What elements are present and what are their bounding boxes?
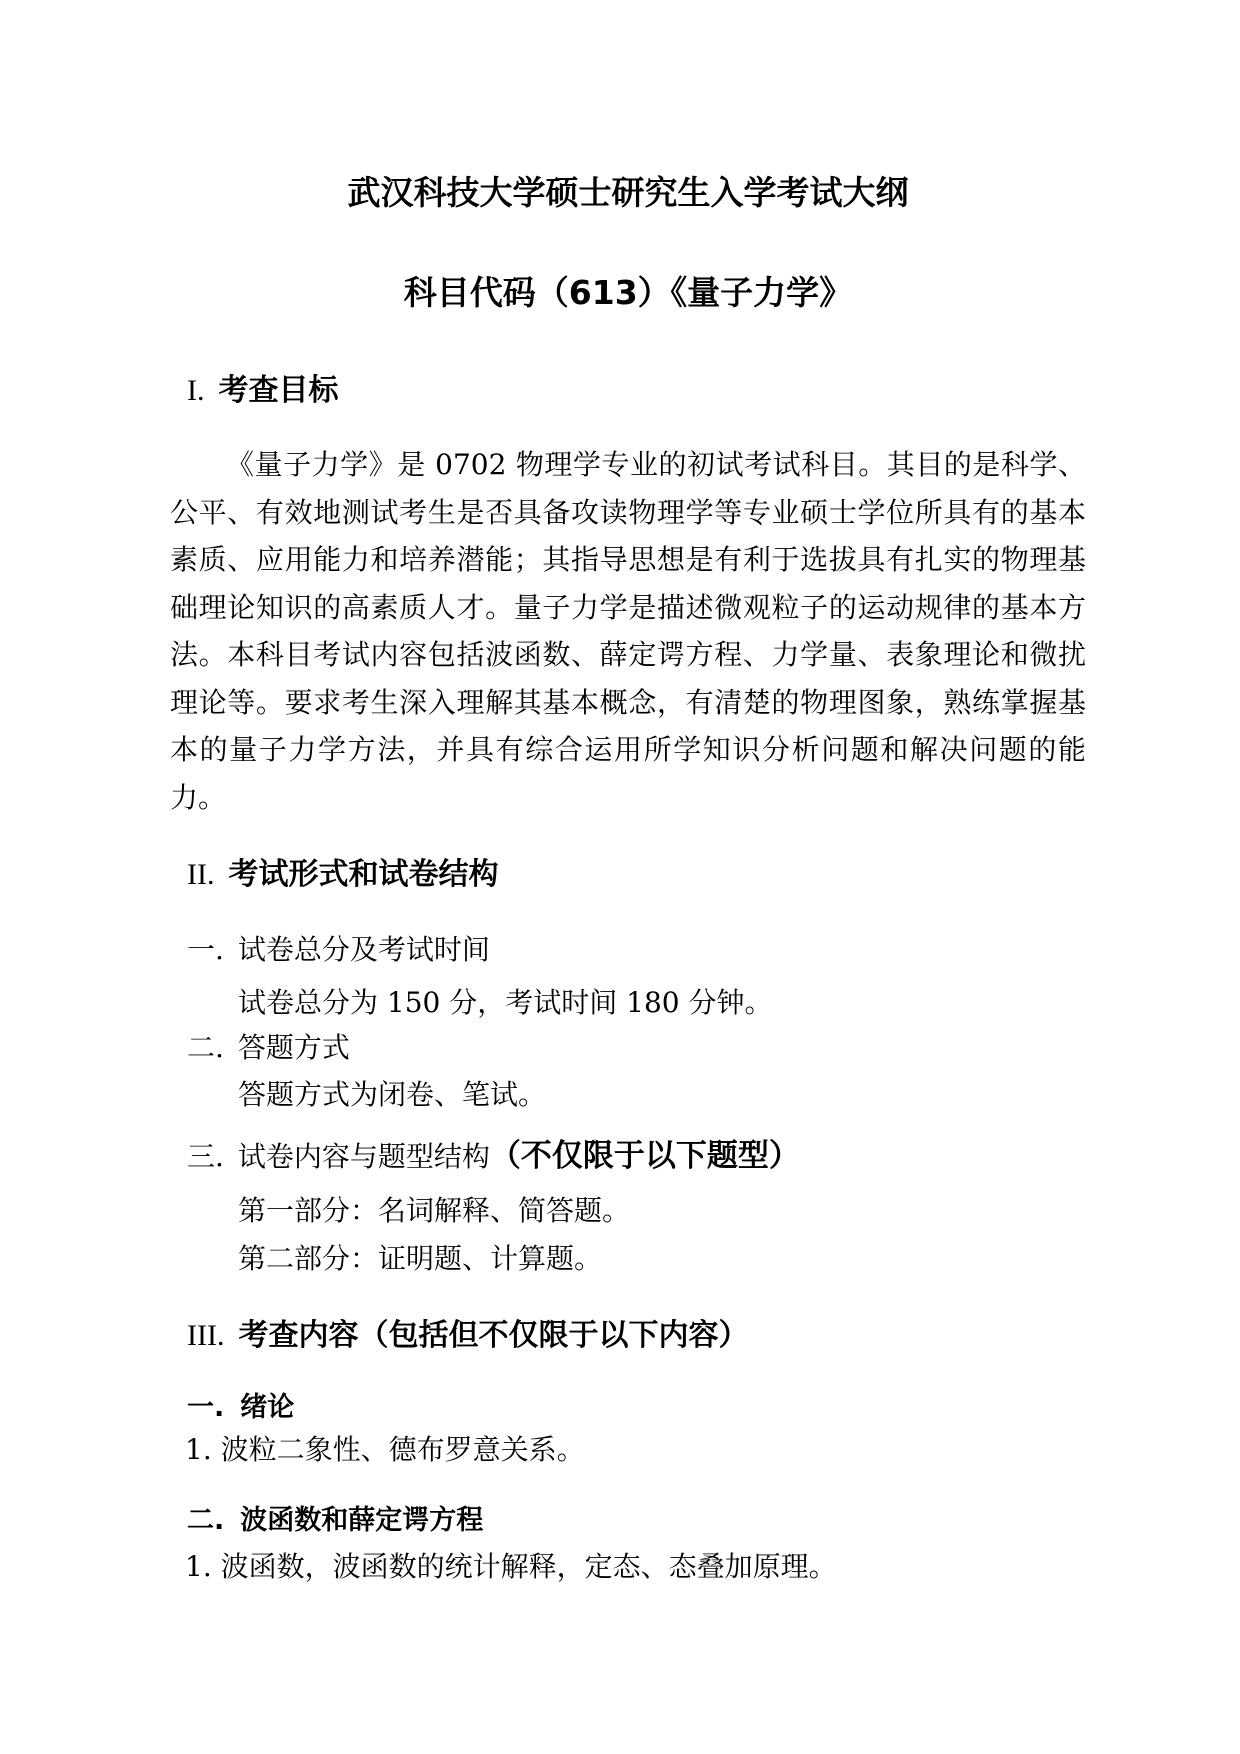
content-topic-1-label: 一. — [187, 1392, 225, 1423]
section-objective-heading — [187, 369, 1086, 413]
format-item-1-label: 一. — [187, 933, 224, 966]
section-content-numeral: III. — [187, 1319, 225, 1352]
format-item-1-title: 试卷总分及考试时间 — [237, 933, 490, 966]
content-topic-1-title: 绪论 — [240, 1392, 295, 1423]
document-title: 武汉科技大学硕士研究生入学考试大纲 — [347, 173, 909, 212]
content-topic-1 — [187, 1388, 1086, 1428]
document-content — [170, 0, 1086, 1590]
format-item-3-detail-1: 第一部分：名词解释、简答题。 — [238, 1194, 631, 1227]
section-format-heading — [187, 853, 1086, 897]
content-topic-2 — [187, 1501, 1086, 1541]
section-content-heading — [187, 1314, 1086, 1358]
format-item-2-detail: 答题方式为闭卷、笔试。 — [238, 1077, 547, 1111]
format-item-3 — [187, 1131, 1086, 1182]
format-item-2 — [187, 1024, 1086, 1072]
section-objective-title: 考查目标 — [218, 373, 339, 408]
format-item-2-title: 答题方式 — [237, 1031, 350, 1064]
format-item-3-title: 试卷内容与题型结构 — [237, 1140, 490, 1173]
format-item-2-label: 二. — [187, 1031, 224, 1064]
objective-paragraph: 《量子力学》是 0702 物理学专业的初试考试科目。其目的是科学、公平、有效地测试考生是否具备攻读物理学等专业硕士学位所具有的基本素质、应用能力和培养潜能；其指导思想是有利于选拔具有扎实的物理基础理论知识的高素质人才。量子力学是描述微观粒子的运动规律的基本方法。本科目考试内容包括波函数、薛定谔方程、力学量、表象理论和微扰理论等。要求考生深入理解其基本概念，有清楚的物理图象，熟练掌握基本的量子力学方法，并具有综合运用所学知识分析问题和解决问题的能力。 — [170, 448, 1086, 814]
format-item-1 — [187, 926, 1086, 974]
content-topic-2-point-1: 1. 波函数，波函数的统计解释，定态、态叠加原理。 — [185, 1549, 837, 1583]
section-format-title: 考试形式和试卷结构 — [228, 857, 499, 892]
format-item-3-detail-2: 第二部分：证明题、计算题。 — [238, 1241, 603, 1275]
content-topic-2-label: 二. — [187, 1504, 225, 1536]
format-item-3-note: （不仅限于以下题型） — [489, 1138, 800, 1174]
document-subtitle: 科目代码（613）《量子力学》 — [403, 273, 853, 312]
section-format-numeral: II. — [187, 858, 215, 891]
section-objective-numeral: I. — [187, 374, 205, 407]
format-item-3-label: 三. — [187, 1140, 224, 1173]
section-content-title: 考查内容（包括但不仅限于以下内容） — [238, 1318, 749, 1353]
content-topic-1-point-1: 1. 波粒二象性、德布罗意关系。 — [185, 1433, 585, 1466]
content-topic-2-title: 波函数和薛定谔方程 — [240, 1504, 484, 1536]
format-item-1-detail: 试卷总分为 150 分，考试时间 180 分钟。 — [238, 985, 773, 1019]
